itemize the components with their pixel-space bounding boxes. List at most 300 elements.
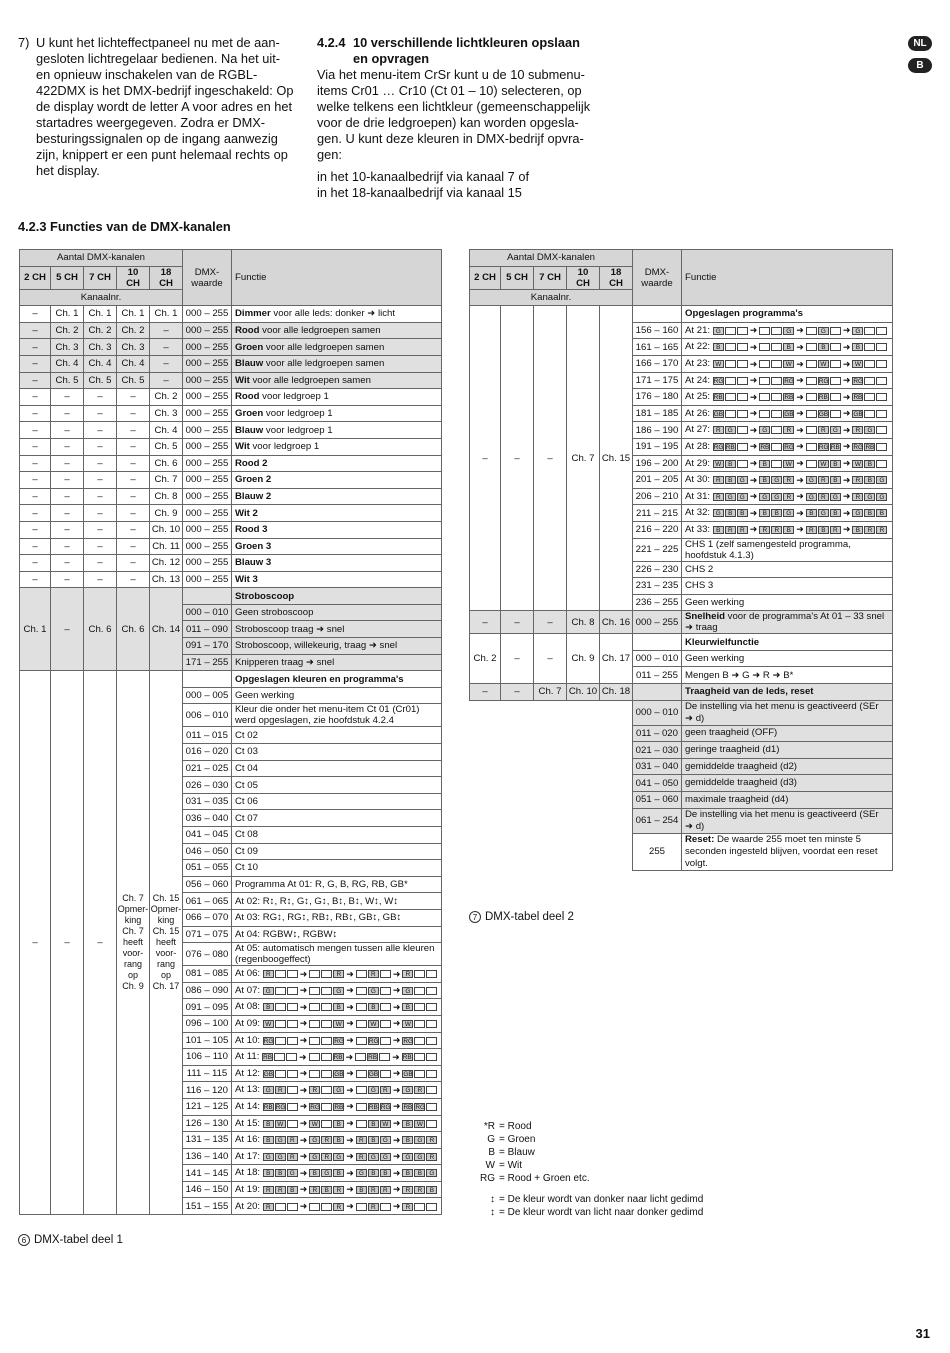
color-box — [759, 393, 770, 401]
color-box — [380, 1020, 391, 1028]
color-box: B — [725, 509, 736, 517]
section-number: 4.2.4 — [317, 35, 346, 50]
color-box — [356, 1203, 367, 1211]
color-box: G — [876, 493, 887, 501]
color-box: B — [368, 1136, 379, 1144]
cell: – — [20, 306, 51, 323]
arrow-icon: ➜ — [299, 1184, 308, 1195]
color-box: B — [333, 1003, 344, 1011]
color-box — [287, 1103, 298, 1111]
legend-key: RG — [480, 1173, 495, 1184]
arrow-icon: ➜ — [392, 985, 401, 996]
cell: – — [84, 488, 117, 505]
color-box: RB — [760, 443, 770, 451]
cell: 061 – 065 — [183, 893, 232, 910]
color-box: G — [414, 1153, 425, 1161]
item-number: 7) — [18, 35, 30, 50]
sequence-label: At 13: — [235, 1084, 261, 1096]
channel: Ch. 7 — [122, 893, 144, 904]
legend-value: = Wit — [499, 1160, 523, 1171]
color-box — [737, 426, 748, 434]
color-box — [806, 443, 817, 451]
color-box — [771, 393, 782, 401]
cell — [117, 671, 150, 1215]
color-box: R — [725, 526, 736, 534]
color-box — [864, 377, 875, 385]
color-box — [737, 343, 748, 351]
cell: Ct 05 — [232, 777, 442, 794]
color-box — [830, 360, 841, 368]
color-box — [275, 1020, 286, 1028]
function-cell — [232, 455, 442, 472]
color-box: G — [426, 1169, 437, 1177]
arrow-icon: ➜ — [299, 1084, 308, 1095]
arrow-icon: ➜ — [346, 1118, 354, 1129]
color-box: W — [852, 460, 863, 468]
sequence-cell — [232, 1198, 442, 1215]
sequence-cell — [682, 339, 893, 356]
color-box: G — [737, 493, 748, 501]
cell: Ct 09 — [232, 843, 442, 860]
cell: 000 – 255 — [183, 372, 232, 389]
arrow-icon: ➜ — [796, 325, 804, 336]
arrow-icon: ➜ — [749, 491, 758, 502]
color-box — [725, 343, 736, 351]
arrow-icon: ➜ — [796, 391, 804, 402]
color-box: R — [426, 1153, 437, 1161]
function-cell — [232, 322, 442, 339]
arrow-icon: ➜ — [346, 1184, 354, 1195]
legend-key: G — [487, 1134, 495, 1145]
section-title: Stroboscoop — [232, 588, 442, 605]
color-sequence — [262, 1052, 437, 1063]
color-box: R — [864, 526, 875, 534]
cell — [150, 671, 183, 1215]
cell: 156 – 160 — [633, 322, 682, 339]
dmx-table-2 — [469, 249, 893, 871]
sequence-cell — [232, 999, 442, 1016]
color-box — [876, 393, 887, 401]
function-cell — [232, 571, 442, 588]
color-box: G — [830, 426, 841, 434]
color-box — [864, 410, 875, 418]
cell: – — [84, 671, 117, 1215]
sequence-label: At 18: — [235, 1167, 261, 1179]
arrow-icon: ➜ — [299, 968, 308, 979]
color-box: B — [426, 1186, 437, 1194]
table-row — [470, 684, 893, 701]
cell: – — [51, 488, 84, 505]
cell: 221 – 225 — [633, 538, 682, 561]
arrow-icon: ➜ — [842, 341, 851, 352]
cell: – — [20, 455, 51, 472]
cell: – — [20, 671, 51, 1215]
cell: 000 – 255 — [183, 538, 232, 555]
cell: Ch. 5 — [117, 372, 150, 389]
color-box — [759, 410, 770, 418]
cell: 000 – 255 — [183, 306, 232, 323]
color-box — [806, 327, 817, 335]
color-sequence — [263, 985, 438, 996]
section-text-2: in het 10-kanaalbedrijf via kanaal 7 of in het 18-kanaalbedrijf via kanaal 15 — [317, 169, 529, 200]
color-box: GB — [713, 410, 723, 418]
color-box: G — [852, 509, 863, 517]
paragraph-text: U kunt het lichteffectpaneel nu met de aan- gesloten lichtregelaar bedienen. Na het uit- en opnieuw inschakelen van de RGBL- 422DMX is het DMX-bedrijf ingeschakeld: Op de display wordt de letter A voor adres en het startadres weergegeven. Zodra er DMX- besturingssignalen op de ingang aanwezig zijn, knippert er een punt helemaal rechts op het display. — [36, 35, 294, 178]
color-box: R — [713, 426, 724, 434]
sequence-label: At 23: — [685, 358, 711, 370]
color-box: B — [830, 460, 841, 468]
color-box: W — [309, 1120, 320, 1128]
color-box: R — [759, 526, 770, 534]
cell: Ch. 4 — [51, 355, 84, 372]
color-box: R — [818, 426, 829, 434]
color-box — [287, 1003, 298, 1011]
color-box: B — [830, 476, 841, 484]
dmx-table-1 — [19, 249, 442, 1215]
table-row — [20, 438, 442, 455]
cell: – — [20, 438, 51, 455]
legend-value: = Rood — [499, 1121, 532, 1132]
color-box: G — [783, 509, 794, 517]
color-box — [830, 393, 841, 401]
color-box: B — [806, 509, 817, 517]
color-box — [287, 1020, 298, 1028]
cell — [633, 684, 682, 701]
color-box: W — [783, 460, 794, 468]
table-row — [20, 671, 442, 688]
hdr-col: 2 CH — [470, 266, 501, 289]
cell: Ch. 7 — [150, 472, 183, 489]
color-box: G — [818, 327, 829, 335]
cell: Mengen B ➜ G ➜ R ➜ B* — [682, 667, 893, 684]
cell: Ch. 7 — [567, 306, 600, 611]
arrow-icon: ➜ — [842, 524, 851, 535]
arrow-icon: ➜ — [796, 375, 804, 386]
arrow-icon: ➜ — [346, 1134, 354, 1145]
cell: – — [84, 571, 117, 588]
sequence-label: At 30: — [685, 474, 711, 486]
arrow-icon: ➜ — [842, 391, 851, 402]
color-box — [830, 327, 841, 335]
sequence-label: At 25: — [685, 391, 711, 403]
color-box: R — [402, 1186, 413, 1194]
color-box: G — [263, 1153, 274, 1161]
cell: – — [534, 634, 567, 684]
cell: Ct 10 — [232, 860, 442, 877]
color-box — [771, 460, 782, 468]
table-row — [20, 339, 442, 356]
sequence-cell — [682, 355, 893, 372]
color-box — [426, 1120, 437, 1128]
cell: – — [51, 521, 84, 538]
color-box: G — [333, 1153, 344, 1161]
function-cell — [232, 372, 442, 389]
color-box: B — [263, 1136, 274, 1144]
color-box: W — [275, 1120, 286, 1128]
cell: Ct 02 — [232, 727, 442, 744]
hdr-dmx: DMX-waarde — [633, 250, 682, 306]
cell: 000 – 255 — [183, 339, 232, 356]
table-row — [20, 372, 442, 389]
legend-key: W — [485, 1160, 495, 1171]
cell: – — [117, 538, 150, 555]
color-box: R — [356, 1136, 367, 1144]
sequence-label: At 31: — [685, 490, 711, 502]
color-box — [737, 393, 748, 401]
color-box — [380, 1070, 391, 1078]
arrow-icon: ➜ — [842, 358, 851, 369]
color-box: RG — [784, 377, 794, 385]
color-box — [275, 987, 286, 995]
caption-number: 7 — [469, 911, 481, 923]
function-cell — [232, 306, 442, 323]
table-row — [20, 472, 442, 489]
color-box — [876, 410, 887, 418]
cell: Geen werking — [232, 687, 442, 704]
arrow-icon: ➜ — [796, 408, 804, 419]
arrow-icon: ➜ — [796, 524, 804, 535]
color-box — [321, 1037, 332, 1045]
cell: 086 – 090 — [183, 982, 232, 999]
color-box — [356, 987, 367, 995]
color-box: W — [713, 360, 724, 368]
color-box: R — [852, 493, 863, 501]
cell: 101 – 105 — [183, 1032, 232, 1049]
cell: gemiddelde traagheid (d2) — [682, 758, 893, 775]
arrow-icon: ➜ — [749, 358, 758, 369]
color-box: B — [818, 343, 829, 351]
arrow-icon: ➜ — [392, 1068, 401, 1079]
color-sequence — [713, 375, 888, 386]
section-4-2-3-title: 4.2.3 Functies van de DMX-kanalen — [18, 219, 231, 234]
color-box — [321, 1120, 332, 1128]
cell: geen traagheid (OFF) — [682, 725, 893, 742]
cell: – — [84, 389, 117, 406]
color-box: G — [309, 1153, 320, 1161]
cell: Ch. 15 — [600, 306, 633, 611]
function-name: Wit 2 — [235, 507, 258, 519]
cell: Ct 06 — [232, 793, 442, 810]
color-box: R — [876, 526, 887, 534]
color-box: B — [783, 343, 794, 351]
cell: Ch. 2 — [117, 322, 150, 339]
sequence-cell — [232, 1015, 442, 1032]
color-box — [830, 343, 841, 351]
color-box: B — [356, 1186, 367, 1194]
color-box: B — [713, 343, 724, 351]
color-box — [287, 1070, 298, 1078]
color-box — [771, 443, 782, 451]
cell: – — [150, 339, 183, 356]
cell: 000 – 255 — [183, 405, 232, 422]
cell: Ch. 14 — [150, 588, 183, 671]
cell: Ch. 8 — [150, 488, 183, 505]
arrow-icon: ➜ — [346, 1068, 354, 1079]
color-box: W — [263, 1020, 274, 1028]
color-box: G — [783, 327, 794, 335]
cell: Ct 03 — [232, 744, 442, 761]
color-box — [771, 343, 782, 351]
color-box — [287, 1203, 298, 1211]
color-box — [806, 393, 817, 401]
function-cell — [232, 521, 442, 538]
hdr-col: 7 CH — [534, 266, 567, 289]
function-cell — [232, 488, 442, 505]
color-box — [321, 1086, 332, 1094]
cell: Geen stroboscoop — [232, 604, 442, 621]
function-cell — [232, 438, 442, 455]
cell: 000 – 255 — [183, 455, 232, 472]
arrow-icon: ➜ — [299, 985, 308, 996]
cell: – — [51, 505, 84, 522]
color-box — [356, 1037, 367, 1045]
arrow-icon: ➜ — [749, 458, 758, 469]
color-box: G — [402, 987, 413, 995]
color-box: B — [852, 343, 863, 351]
cell — [470, 700, 633, 870]
color-box: G — [737, 476, 748, 484]
color-box: RG — [818, 443, 829, 451]
sequence-label: At 26: — [685, 407, 711, 419]
cell: 196 – 200 — [633, 455, 682, 472]
color-sequence — [263, 1184, 438, 1195]
cell: – — [51, 405, 84, 422]
cell: – — [117, 571, 150, 588]
function-name: Wit — [235, 374, 250, 386]
table-row — [20, 588, 442, 605]
color-box: R — [321, 1153, 332, 1161]
color-box: RB — [830, 443, 840, 451]
cell: Ch. 5 — [84, 372, 117, 389]
cell: – — [51, 538, 84, 555]
cell: Ch. 4 — [84, 355, 117, 372]
arrow-icon: ➜ — [749, 341, 758, 352]
color-box — [737, 377, 748, 385]
cell: At 05: automatisch mengen tussen alle kleuren (regenboogeffect) — [232, 943, 442, 966]
color-box — [806, 377, 817, 385]
function-name: Groen 2 — [235, 474, 272, 486]
color-box — [380, 1037, 391, 1045]
color-box: B — [852, 526, 863, 534]
table-row — [20, 322, 442, 339]
color-box: G — [864, 426, 875, 434]
legend-value: = De kleur wordt van donker naar licht gedimd — [499, 1194, 704, 1205]
sequence-cell — [682, 405, 893, 422]
color-box — [356, 1003, 367, 1011]
table-row — [470, 306, 893, 323]
cell: – — [20, 538, 51, 555]
function-desc: voor alle ledgroepen samen — [263, 358, 385, 370]
arrow-icon: ➜ — [299, 1151, 308, 1162]
arrow-icon: ➜ — [346, 1201, 354, 1212]
table-row — [20, 389, 442, 406]
arrow-icon: ➜ — [299, 1201, 308, 1212]
color-box: R — [818, 493, 829, 501]
note: Opmer- king Ch. 7 heeft voor- rang op Ch. 9 — [117, 904, 149, 992]
color-box — [426, 1037, 437, 1045]
cell: – — [470, 306, 501, 611]
color-box — [737, 460, 748, 468]
cell: Ch. 13 — [150, 571, 183, 588]
color-box — [876, 460, 887, 468]
color-box — [426, 1203, 437, 1211]
color-box: G — [368, 987, 379, 995]
cell: Ch. 2 — [51, 322, 84, 339]
color-box: RB — [818, 394, 828, 402]
color-box: B — [321, 1186, 332, 1194]
cell: 141 – 145 — [183, 1165, 232, 1182]
color-box: RB — [865, 443, 875, 451]
function-desc: voor ledgroep 1 — [249, 441, 320, 453]
cell: – — [51, 438, 84, 455]
legend-key: ↕ — [490, 1194, 495, 1205]
arrow-icon: ➜ — [392, 1167, 401, 1178]
color-box — [737, 443, 748, 451]
color-box — [426, 1086, 437, 1094]
cell — [633, 634, 682, 651]
sequence-label: At 12: — [235, 1067, 261, 1079]
function-cell — [232, 472, 442, 489]
color-box: G — [713, 327, 724, 335]
color-box: R — [263, 970, 274, 978]
color-box: G — [333, 1086, 344, 1094]
cell: CHS 2 — [682, 561, 893, 578]
arrow-icon: ➜ — [796, 358, 804, 369]
sequence-label: At 08: — [235, 1001, 261, 1013]
cell: 000 – 255 — [183, 422, 232, 439]
color-box: B — [876, 509, 887, 517]
sequence-label: At 21: — [685, 324, 711, 336]
legend-row — [473, 1185, 703, 1193]
cell: – — [117, 472, 150, 489]
cell: – — [20, 389, 51, 406]
sequence-cell — [682, 455, 893, 472]
color-sequence — [713, 458, 888, 469]
cell: – — [51, 455, 84, 472]
color-box: R — [852, 476, 863, 484]
table-row — [470, 700, 893, 725]
function-desc: voor ledgroep 1 — [263, 408, 333, 420]
sequence-cell — [232, 966, 442, 983]
arrow-icon: ➜ — [392, 1151, 401, 1162]
color-box: R — [852, 426, 863, 434]
color-box: G — [876, 476, 887, 484]
cell: – — [470, 684, 501, 701]
color-box: R — [275, 1186, 286, 1194]
sequence-cell — [232, 1165, 442, 1182]
sequence-cell — [682, 521, 893, 538]
cell: 000 – 255 — [183, 555, 232, 572]
function-cell — [232, 339, 442, 356]
arrow-icon: ➜ — [346, 1018, 354, 1029]
color-box — [309, 970, 320, 978]
hdr-col: 10 CH — [117, 266, 150, 289]
caption-table-1 — [18, 1234, 123, 1246]
color-box: W — [713, 460, 724, 468]
color-box — [725, 393, 736, 401]
color-box: B — [759, 476, 770, 484]
function-name: Blauw — [235, 424, 264, 436]
page-number: 31 — [915, 1326, 930, 1341]
cell: Ch. 9 — [567, 634, 600, 684]
color-box: B — [737, 509, 748, 517]
table-row — [20, 538, 442, 555]
function-cell — [232, 422, 442, 439]
legend-row — [473, 1159, 703, 1172]
cell: 011 – 015 — [183, 727, 232, 744]
color-box: G — [368, 1153, 379, 1161]
cell: – — [20, 422, 51, 439]
